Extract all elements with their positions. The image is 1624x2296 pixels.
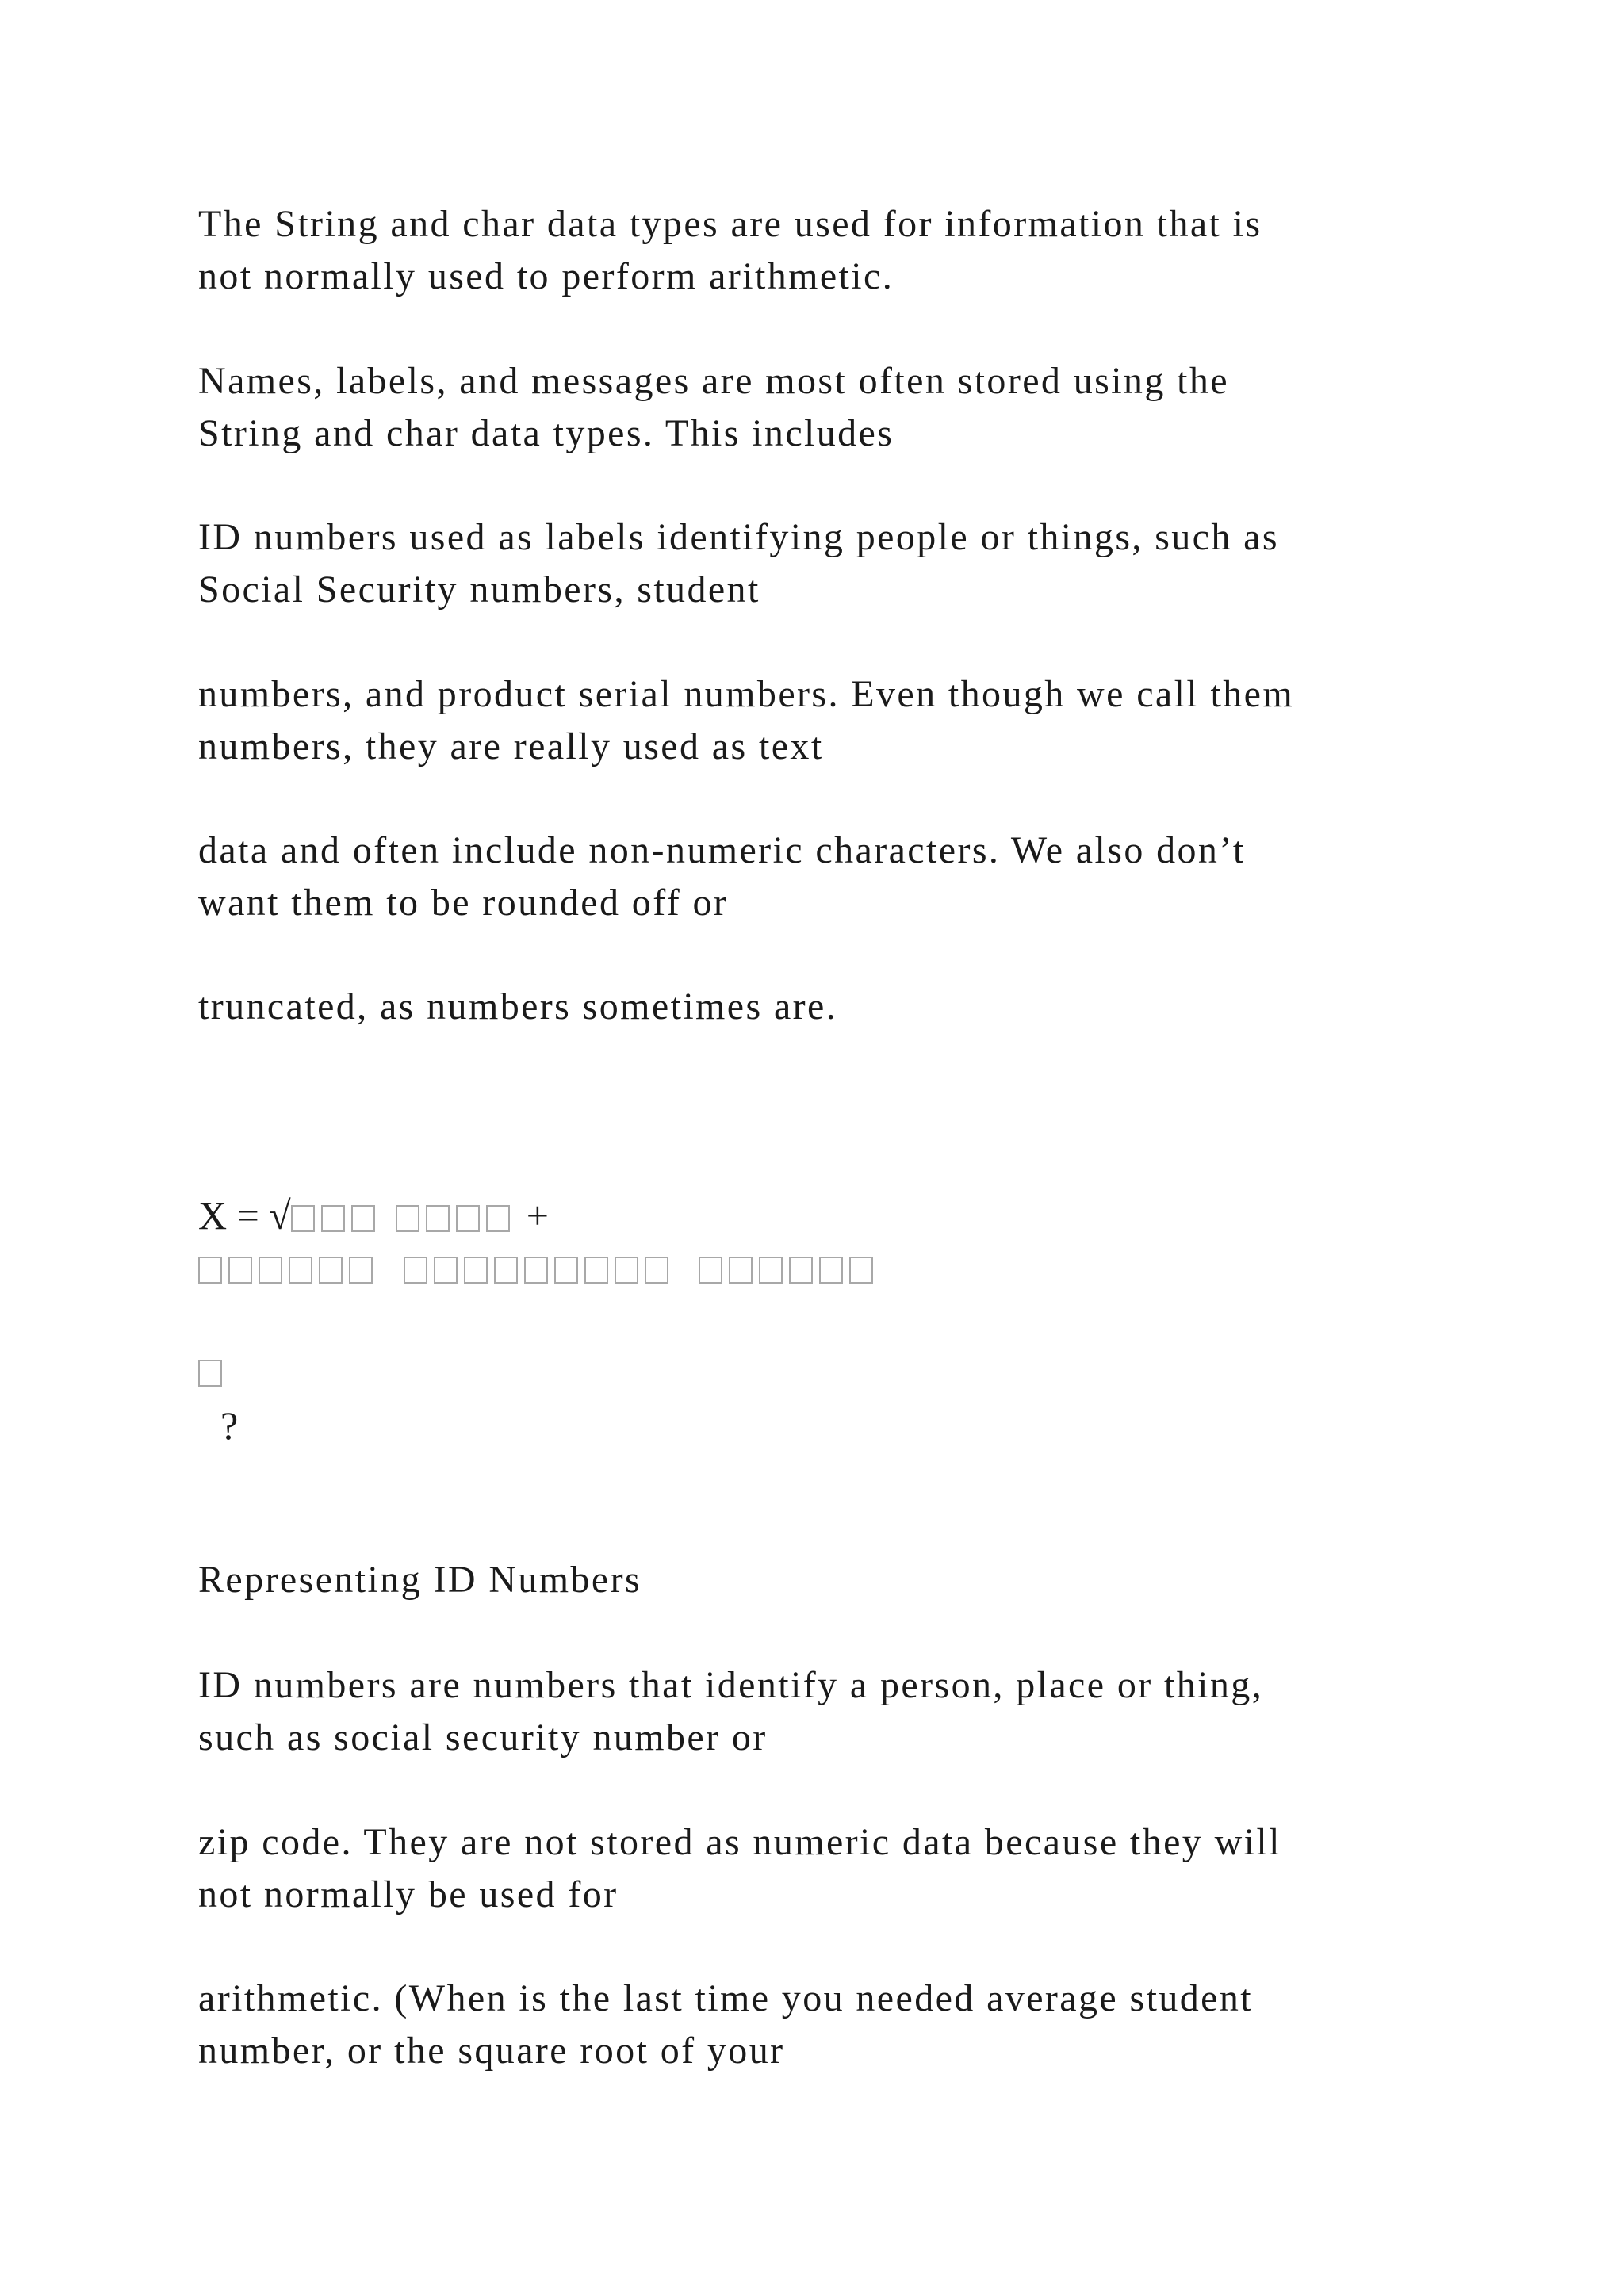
- paragraph-line: zip code. They are not stored as numeric data because they will: [198, 1821, 1281, 1863]
- missing-glyph-icon: [699, 1257, 722, 1284]
- paragraph-line: not normally used to perform arithmetic.: [198, 255, 894, 297]
- missing-glyph-icon: [486, 1205, 510, 1232]
- missing-glyph-icon: [524, 1257, 548, 1284]
- paragraph-truncated: [198, 981, 1530, 1033]
- paragraph-names-labels: [198, 355, 1530, 460]
- missing-glyph-icon: [349, 1257, 373, 1284]
- paragraph-id-numbers-definition: [198, 1659, 1530, 1764]
- missing-glyph-group: [699, 1245, 879, 1289]
- paragraph-line: ID numbers used as labels identifying people or things, such as: [198, 516, 1279, 558]
- paragraph-line: Names, labels, and messages are most often stored using the: [198, 360, 1229, 402]
- missing-glyph-icon: [426, 1205, 450, 1232]
- missing-glyph-group: [291, 1193, 381, 1238]
- missing-glyph-icon: [789, 1257, 813, 1284]
- paragraph-line: such as social security number or: [198, 1716, 768, 1758]
- missing-glyph-icon: [554, 1257, 578, 1284]
- paragraph-line: arithmetic. (When is the last time you needed average student: [198, 1977, 1253, 2019]
- paragraph-line: String and char data types. This includes: [198, 412, 894, 454]
- missing-glyph-group: [396, 1193, 516, 1238]
- missing-glyph-icon: [434, 1257, 458, 1284]
- paragraph-line: want them to be rounded off or: [198, 882, 729, 924]
- missing-glyph-icon: [584, 1257, 608, 1284]
- paragraph-line: truncated, as numbers sometimes are.: [198, 985, 838, 1027]
- formula-line-1: [198, 1193, 549, 1238]
- paragraph-id-numbers-labels: [198, 511, 1530, 616]
- missing-glyph-icon: [289, 1257, 312, 1284]
- paragraph-line: not normally be used for: [198, 1873, 619, 1915]
- paragraph-line: numbers, and product serial numbers. Even though we call them: [198, 673, 1295, 715]
- formula-line-2: [198, 1245, 879, 1289]
- missing-glyph-group: [198, 1245, 379, 1289]
- missing-glyph-icon: [404, 1257, 427, 1284]
- missing-glyph-icon: [819, 1257, 843, 1284]
- paragraph-non-numeric: [198, 825, 1530, 929]
- missing-glyph-icon: [351, 1205, 375, 1232]
- missing-glyph-icon: [198, 1257, 222, 1284]
- formula-question: ?: [220, 1403, 239, 1448]
- missing-glyph-icon: [645, 1257, 668, 1284]
- paragraph-zip-code: [198, 1816, 1530, 1921]
- missing-glyph-icon: [456, 1205, 480, 1232]
- missing-glyph-group: [404, 1245, 675, 1289]
- formula-line-3: [198, 1348, 228, 1392]
- paragraph-line: The String and char data types are used for information that is: [198, 203, 1262, 245]
- missing-glyph-icon: [729, 1257, 753, 1284]
- missing-glyph-icon: [291, 1205, 315, 1232]
- section-heading: Representing ID Numbers: [198, 1559, 642, 1601]
- paragraph-line: data and often include non-numeric characters. We also don’t: [198, 829, 1246, 871]
- paragraph-serial-numbers: [198, 668, 1530, 773]
- paragraph-line: numbers, they are really used as text: [198, 725, 824, 767]
- missing-glyph-icon: [849, 1257, 873, 1284]
- missing-glyph-icon: [759, 1257, 783, 1284]
- formula-lead: X = √: [198, 1193, 291, 1238]
- missing-glyph-icon: [464, 1257, 488, 1284]
- missing-glyph-icon: [259, 1257, 282, 1284]
- missing-glyph-icon: [319, 1257, 343, 1284]
- formula-plus: +: [526, 1193, 549, 1238]
- missing-glyph-icon: [494, 1257, 518, 1284]
- paragraph-arithmetic-question: [198, 1973, 1530, 2077]
- missing-glyph-icon: [396, 1205, 419, 1232]
- formula-line-4: [220, 1403, 238, 1448]
- missing-glyph-icon: [228, 1257, 252, 1284]
- paragraph-line: number, or the square root of your: [198, 2030, 785, 2072]
- paragraph-string-char-types: [198, 198, 1530, 303]
- missing-glyph-icon: [321, 1205, 345, 1232]
- missing-glyph-icon: [198, 1360, 222, 1387]
- paragraph-line: ID numbers are numbers that identify a person, place or thing,: [198, 1664, 1264, 1706]
- paragraph-line: Social Security numbers, student: [198, 568, 760, 610]
- missing-glyph-icon: [615, 1257, 638, 1284]
